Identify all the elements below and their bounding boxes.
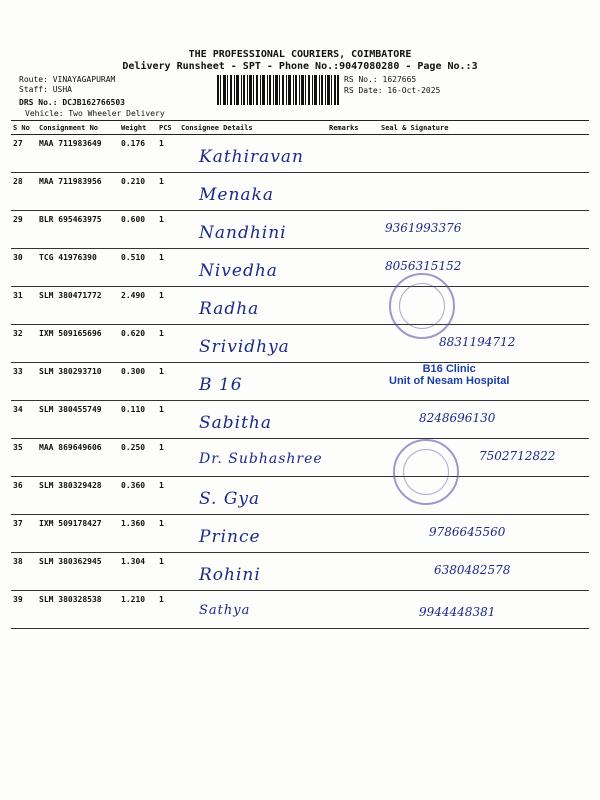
consignment-cell: MAA 711983956 <box>37 173 119 211</box>
sno-cell: 38 <box>11 553 37 591</box>
sno-cell: 31 <box>11 287 37 325</box>
seal-cell <box>379 135 589 173</box>
consignee-cell <box>179 287 327 325</box>
seal-cell <box>379 477 589 515</box>
seal-cell <box>379 553 589 591</box>
table-header-row <box>11 121 589 135</box>
rs-number: RS No.: 1627665 <box>344 75 417 84</box>
sno-cell: 36 <box>11 477 37 515</box>
remarks-cell <box>327 135 379 173</box>
pcs-cell: 1 <box>157 439 179 477</box>
sno-cell: 32 <box>11 325 37 363</box>
runsheet-subtitle: Delivery Runsheet - SPT - Phone No.:9047080280 - Page No.:3 <box>122 61 478 72</box>
col-pcs: PCS <box>157 121 179 135</box>
seal-cell <box>379 363 589 401</box>
consignee-cell <box>179 477 327 515</box>
clinic-stamp-line2: Unit of Nesam Hospital <box>389 375 510 387</box>
remarks-cell <box>327 439 379 477</box>
consignee-handwriting: Sathya <box>199 603 251 618</box>
table-row <box>11 553 589 591</box>
seal-cell <box>379 591 589 629</box>
pcs-cell: 1 <box>157 363 179 401</box>
pcs-cell: 1 <box>157 211 179 249</box>
sno-cell: 37 <box>11 515 37 553</box>
seal-cell <box>379 515 589 553</box>
consignee-handwriting: Srividhya <box>199 337 290 357</box>
route-info: Route: VINAYAGAPURAM <box>19 75 116 84</box>
consignment-cell: TCG 41976390 <box>37 249 119 287</box>
table-row <box>11 287 589 325</box>
sno-cell: 33 <box>11 363 37 401</box>
table-row <box>11 591 589 629</box>
staff-info: Staff: USHA <box>19 85 72 94</box>
signature: 7502712822 <box>479 449 556 463</box>
consignee-cell <box>179 363 327 401</box>
col-remarks: Remarks <box>327 121 379 135</box>
weight-cell: 0.300 <box>119 363 157 401</box>
weight-cell: 0.110 <box>119 401 157 439</box>
seal-cell <box>379 325 589 363</box>
pcs-cell: 1 <box>157 249 179 287</box>
pcs-cell: 1 <box>157 135 179 173</box>
table-row <box>11 173 589 211</box>
consignee-cell <box>179 173 327 211</box>
sno-cell: 35 <box>11 439 37 477</box>
table-row <box>11 211 589 249</box>
consignee-handwriting: Prince <box>199 527 261 547</box>
barcode-icon <box>217 75 339 105</box>
weight-cell: 0.210 <box>119 173 157 211</box>
weight-cell: 1.304 <box>119 553 157 591</box>
pcs-cell: 1 <box>157 591 179 629</box>
consignee-cell <box>179 439 327 477</box>
consignment-cell: IXM 509178427 <box>37 515 119 553</box>
consignee-handwriting: Rohini <box>199 565 261 585</box>
signature: 9361993376 <box>385 221 462 235</box>
table-row <box>11 477 589 515</box>
weight-cell: 0.250 <box>119 439 157 477</box>
pcs-cell: 1 <box>157 287 179 325</box>
seal-cell <box>379 211 589 249</box>
sno-cell: 29 <box>11 211 37 249</box>
consignee-cell <box>179 135 327 173</box>
consignee-handwriting: Dr. Subhashree <box>199 451 323 467</box>
pcs-cell: 1 <box>157 553 179 591</box>
sno-cell: 27 <box>11 135 37 173</box>
remarks-cell <box>327 173 379 211</box>
col-weight: Weight <box>119 121 157 135</box>
remarks-cell <box>327 249 379 287</box>
vehicle-info: Vehicle: Two Wheeler Delivery <box>25 109 165 118</box>
consignee-handwriting: S. Gya <box>199 489 261 509</box>
table-row <box>11 515 589 553</box>
weight-cell: 0.600 <box>119 211 157 249</box>
sno-cell: 30 <box>11 249 37 287</box>
consignment-cell: SLM 380471772 <box>37 287 119 325</box>
table-row <box>11 135 589 173</box>
sno-cell: 39 <box>11 591 37 629</box>
consignee-handwriting: Kathiravan <box>199 147 305 167</box>
remarks-cell <box>327 553 379 591</box>
weight-cell: 2.490 <box>119 287 157 325</box>
signature: 6380482578 <box>434 563 511 577</box>
consignee-handwriting: Menaka <box>199 185 274 205</box>
pcs-cell: 1 <box>157 401 179 439</box>
sno-cell: 28 <box>11 173 37 211</box>
signature: 9944448381 <box>419 605 496 619</box>
consignee-handwriting: Radha <box>199 299 260 319</box>
remarks-cell <box>327 591 379 629</box>
drs-number: DRS No.: DCJB162766503 <box>19 98 125 107</box>
consignment-cell: SLM 380329428 <box>37 477 119 515</box>
seal-cell <box>379 401 589 439</box>
remarks-cell <box>327 325 379 363</box>
consignment-cell: IXM 509165696 <box>37 325 119 363</box>
remarks-cell <box>327 363 379 401</box>
signature: 8056315152 <box>385 259 462 273</box>
weight-cell: 1.360 <box>119 515 157 553</box>
signature: 8248696130 <box>419 411 496 425</box>
clinic-stamp-line1: B16 Clinic <box>422 363 476 375</box>
signature: 9786645560 <box>429 525 506 539</box>
rs-date: RS Date: 16-Oct-2025 <box>344 86 441 95</box>
table-row <box>11 363 589 401</box>
consignee-cell <box>179 401 327 439</box>
table-row <box>11 325 589 363</box>
table-row <box>11 249 589 287</box>
consignee-handwriting: B 16 <box>199 375 243 395</box>
pcs-cell: 1 <box>157 477 179 515</box>
company-title: THE PROFESSIONAL COURIERS, COIMBATORE <box>188 49 412 60</box>
remarks-cell <box>327 211 379 249</box>
consignee-handwriting: Nandhini <box>199 223 287 243</box>
pcs-cell: 1 <box>157 325 179 363</box>
consignee-cell <box>179 211 327 249</box>
col-consignee: Consignee Details <box>179 121 327 135</box>
consignee-cell <box>179 553 327 591</box>
signature: 8831194712 <box>439 335 516 349</box>
consignee-handwriting: Nivedha <box>199 261 278 281</box>
weight-cell: 0.176 <box>119 135 157 173</box>
remarks-cell <box>327 477 379 515</box>
consignee-cell <box>179 515 327 553</box>
remarks-cell <box>327 515 379 553</box>
seal-cell <box>379 287 589 325</box>
consignment-cell: MAA 711983649 <box>37 135 119 173</box>
consignment-cell: SLM 380293710 <box>37 363 119 401</box>
consignee-cell <box>179 325 327 363</box>
col-sno: S No <box>11 121 37 135</box>
consignee-handwriting: Sabitha <box>199 413 273 433</box>
table-row <box>11 401 589 439</box>
consignment-cell: MAA 869649606 <box>37 439 119 477</box>
weight-cell: 0.360 <box>119 477 157 515</box>
weight-cell: 0.510 <box>119 249 157 287</box>
weight-cell: 0.620 <box>119 325 157 363</box>
consignee-cell <box>179 249 327 287</box>
col-consignment: Consignment No <box>37 121 119 135</box>
col-seal: Seal & Signature <box>379 121 589 135</box>
pcs-cell: 1 <box>157 515 179 553</box>
pcs-cell: 1 <box>157 173 179 211</box>
consignee-cell <box>179 591 327 629</box>
weight-cell: 1.210 <box>119 591 157 629</box>
consignment-cell: SLM 380362945 <box>37 553 119 591</box>
consignment-cell: SLM 380328538 <box>37 591 119 629</box>
remarks-cell <box>327 401 379 439</box>
runsheet-table <box>11 120 589 629</box>
clinic-stamp <box>389 363 509 387</box>
remarks-cell <box>327 287 379 325</box>
seal-cell <box>379 173 589 211</box>
seal-cell <box>379 439 589 477</box>
consignment-cell: BLR 695463975 <box>37 211 119 249</box>
consignment-cell: SLM 380455749 <box>37 401 119 439</box>
table-row <box>11 439 589 477</box>
sno-cell: 34 <box>11 401 37 439</box>
